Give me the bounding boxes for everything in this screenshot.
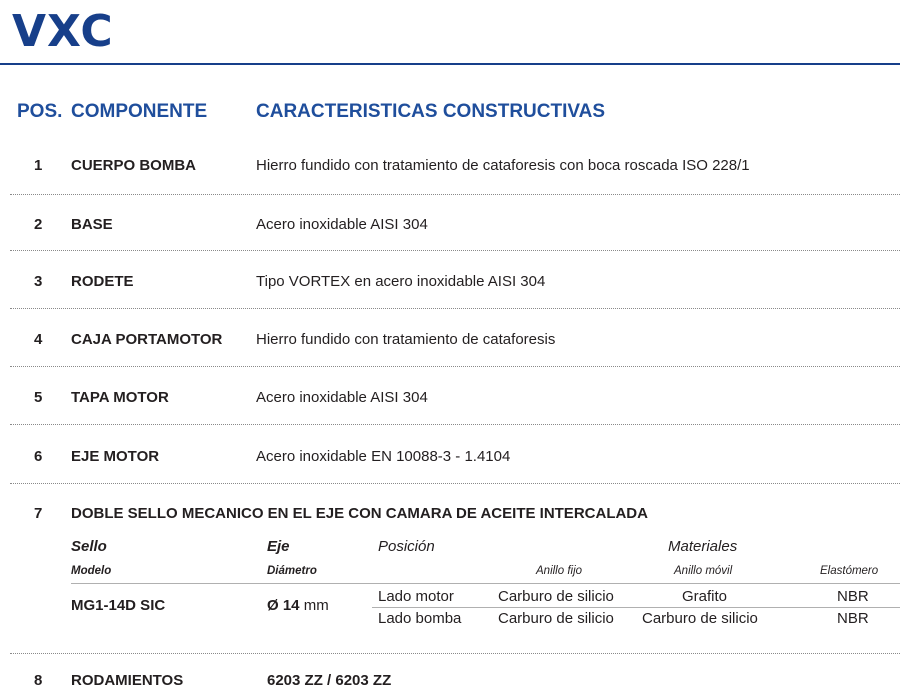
seal-header-anillo-fijo: Anillo fijo (536, 565, 583, 577)
seal-line-elastomero: NBR (837, 588, 869, 605)
row-pos: 5 (34, 389, 43, 406)
row-pos: 4 (34, 331, 43, 348)
seal-line-anillo-fijo: Carburo de silicio (498, 588, 614, 605)
row-divider (10, 250, 900, 251)
seal-header-eje: Eje (267, 538, 290, 555)
seal-diametro (267, 597, 329, 614)
seal-diametro-unit: mm (303, 597, 329, 614)
row-pos: 1 (34, 157, 43, 174)
header-componente: COMPONENTE (71, 101, 208, 122)
seal-modelo: MG1-14D SIC (71, 597, 166, 614)
seal-header-sello: Sello (71, 538, 107, 555)
seal-header-elastomero: Elastómero (820, 565, 879, 577)
row-component: BASE (71, 216, 113, 233)
row-component: TAPA MOTOR (71, 389, 169, 406)
row-divider (10, 308, 900, 309)
row-component: RODETE (71, 273, 134, 290)
row-divider (10, 483, 900, 484)
seal-line-posicion: Lado motor (378, 588, 454, 605)
seal-line-posicion: Lado bomba (378, 610, 462, 627)
row-component: EJE MOTOR (71, 448, 160, 465)
row-pos: 8 (34, 672, 43, 689)
seal-header-diametro: Diámetro (267, 565, 317, 577)
seal-line-anillo-movil: Carburo de silicio (642, 610, 758, 627)
seal-header-divider (71, 583, 900, 584)
seal-header-posicion: Posición (378, 538, 435, 555)
row-pos: 2 (34, 216, 43, 233)
row-pos: 3 (34, 273, 43, 290)
row-description: Hierro fundido con tratamiento de cataforesis (256, 331, 556, 348)
header-caracteristicas: CARACTERISTICAS CONSTRUCTIVAS (256, 101, 606, 122)
row-description: Hierro fundido con tratamiento de cataforesis con boca roscada ISO 228/1 (256, 157, 750, 174)
row-divider (10, 653, 900, 654)
row-component: RODAMIENTOS (71, 672, 184, 689)
row-description: Acero inoxidable EN 10088-3 - 1.4104 (256, 448, 511, 465)
row-description: Tipo VORTEX en acero inoxidable AISI 304 (256, 273, 546, 290)
seal-header-materiales: Materiales (668, 538, 738, 555)
brand-title: VXC (12, 6, 114, 57)
row-pos: 7 (34, 505, 43, 522)
bearings-value: 6203 ZZ / 6203 ZZ (267, 672, 392, 689)
seal-header-anillo-movil: Anillo móvil (674, 565, 733, 577)
seal-title: DOBLE SELLO MECANICO EN EL EJE CON CAMARA DE ACEITE INTERCALADA (71, 505, 648, 522)
row-divider (10, 366, 900, 367)
seal-header-modelo: Modelo (71, 565, 112, 577)
brand-rule (0, 63, 900, 65)
row-divider (10, 194, 900, 195)
row-pos: 6 (34, 448, 43, 465)
header-pos: POS. (17, 101, 63, 122)
seal-line-anillo-fijo: Carburo de silicio (498, 610, 614, 627)
seal-line-divider (372, 607, 900, 608)
seal-line-elastomero: NBR (837, 610, 869, 627)
row-component: CUERPO BOMBA (71, 157, 197, 174)
row-divider (10, 424, 900, 425)
row-description: Acero inoxidable AISI 304 (256, 389, 428, 406)
seal-line-anillo-movil: Grafito (682, 588, 728, 605)
row-component: CAJA PORTAMOTOR (71, 331, 223, 348)
seal-diametro-value: Ø 14 (267, 597, 300, 614)
row-description: Acero inoxidable AISI 304 (256, 216, 428, 233)
